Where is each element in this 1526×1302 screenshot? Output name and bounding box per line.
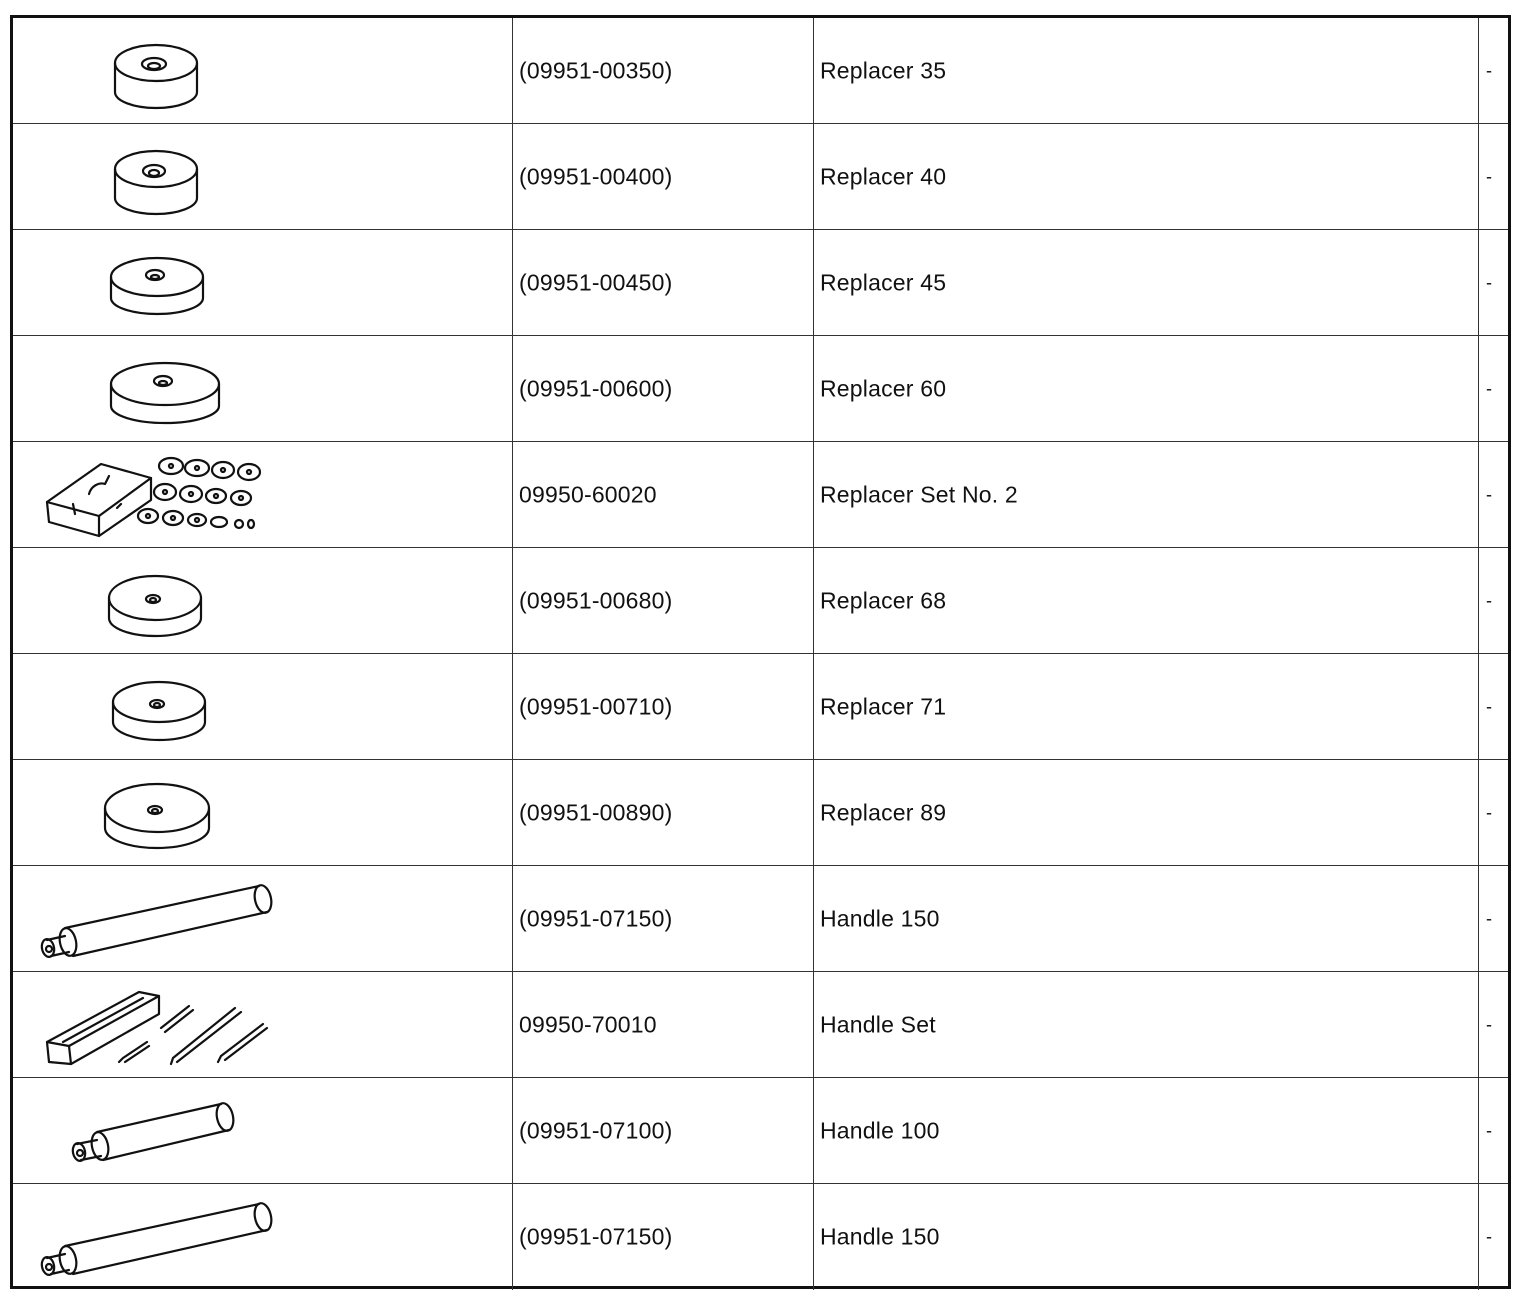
tool-image-cell [13,1184,513,1290]
table-row [13,18,1508,124]
tool-image-cell [13,336,513,441]
handle-set-icon [13,972,513,1078]
part-number: (09951-00600) [519,375,673,401]
tool-name: Handle 150 [820,1223,940,1250]
handle-icon [13,1078,513,1184]
part-number: (09951-00400) [519,163,673,189]
part-number: (09951-00350) [519,57,673,83]
table-row [13,972,1508,1078]
replacer-disc-icon [13,654,513,760]
tool-image-cell [13,760,513,865]
tool-image-cell [13,230,513,335]
tool-image-cell [13,124,513,229]
part-number: (09951-00450) [519,269,673,295]
note-dash: - [1486,1120,1492,1140]
replacer-set-icon [13,442,513,548]
note-dash: - [1486,590,1492,610]
table-row [13,548,1508,654]
table-row [13,760,1508,866]
replacer-disc-icon [13,18,513,124]
tool-name: Replacer 45 [820,269,947,295]
note-dash: - [1486,908,1492,928]
tool-name: Handle 150 [820,905,940,931]
note-dash: - [1486,696,1492,716]
tool-name: Handle Set [820,1011,936,1037]
part-number: 09950-60020 [519,481,657,507]
tool-image-cell [13,654,513,759]
replacer-disc-icon [13,124,513,230]
tool-image-cell [13,18,513,123]
note-dash: - [1486,60,1492,80]
replacer-disc-icon [13,336,513,442]
part-number: (09951-07150) [519,1223,673,1250]
handle-icon [13,866,513,972]
table-row [13,1078,1508,1184]
replacer-disc-icon [13,230,513,336]
part-number: (09951-07100) [519,1117,673,1143]
part-number: (09951-00680) [519,587,673,613]
tool-image-cell [13,1078,513,1183]
tool-image-cell [13,442,513,547]
tool-name: Replacer Set No. 2 [820,481,1018,507]
tool-image-cell [13,548,513,653]
part-number: (09951-00710) [519,693,673,719]
tool-name: Handle 100 [820,1117,940,1143]
tool-name: Replacer 68 [820,587,947,613]
replacer-disc-icon [13,760,513,866]
note-dash: - [1486,1014,1492,1034]
note-dash: - [1486,378,1492,398]
replacer-disc-icon [13,548,513,654]
tool-name: Replacer 60 [820,375,947,401]
tool-name: Replacer 40 [820,163,947,189]
tool-name: Replacer 71 [820,693,947,719]
table-row [13,1184,1508,1290]
table-row [13,230,1508,336]
note-dash: - [1486,802,1492,822]
table-row [13,654,1508,760]
tool-name: Replacer 35 [820,57,947,83]
note-dash: - [1486,484,1492,504]
part-number: (09951-07150) [519,905,673,931]
note-dash: - [1486,1226,1492,1247]
part-number: 09950-70010 [519,1011,657,1037]
tool-image-cell [13,866,513,971]
tool-image-cell [13,972,513,1077]
part-number: (09951-00890) [519,799,673,825]
table-row [13,336,1508,442]
note-dash: - [1486,272,1492,292]
table-row [13,866,1508,972]
special-tools-table [10,15,1511,1289]
table-row [13,124,1508,230]
tool-name: Replacer 89 [820,799,947,825]
handle-icon [13,1184,513,1290]
table-row [13,442,1508,548]
note-dash: - [1486,166,1492,186]
